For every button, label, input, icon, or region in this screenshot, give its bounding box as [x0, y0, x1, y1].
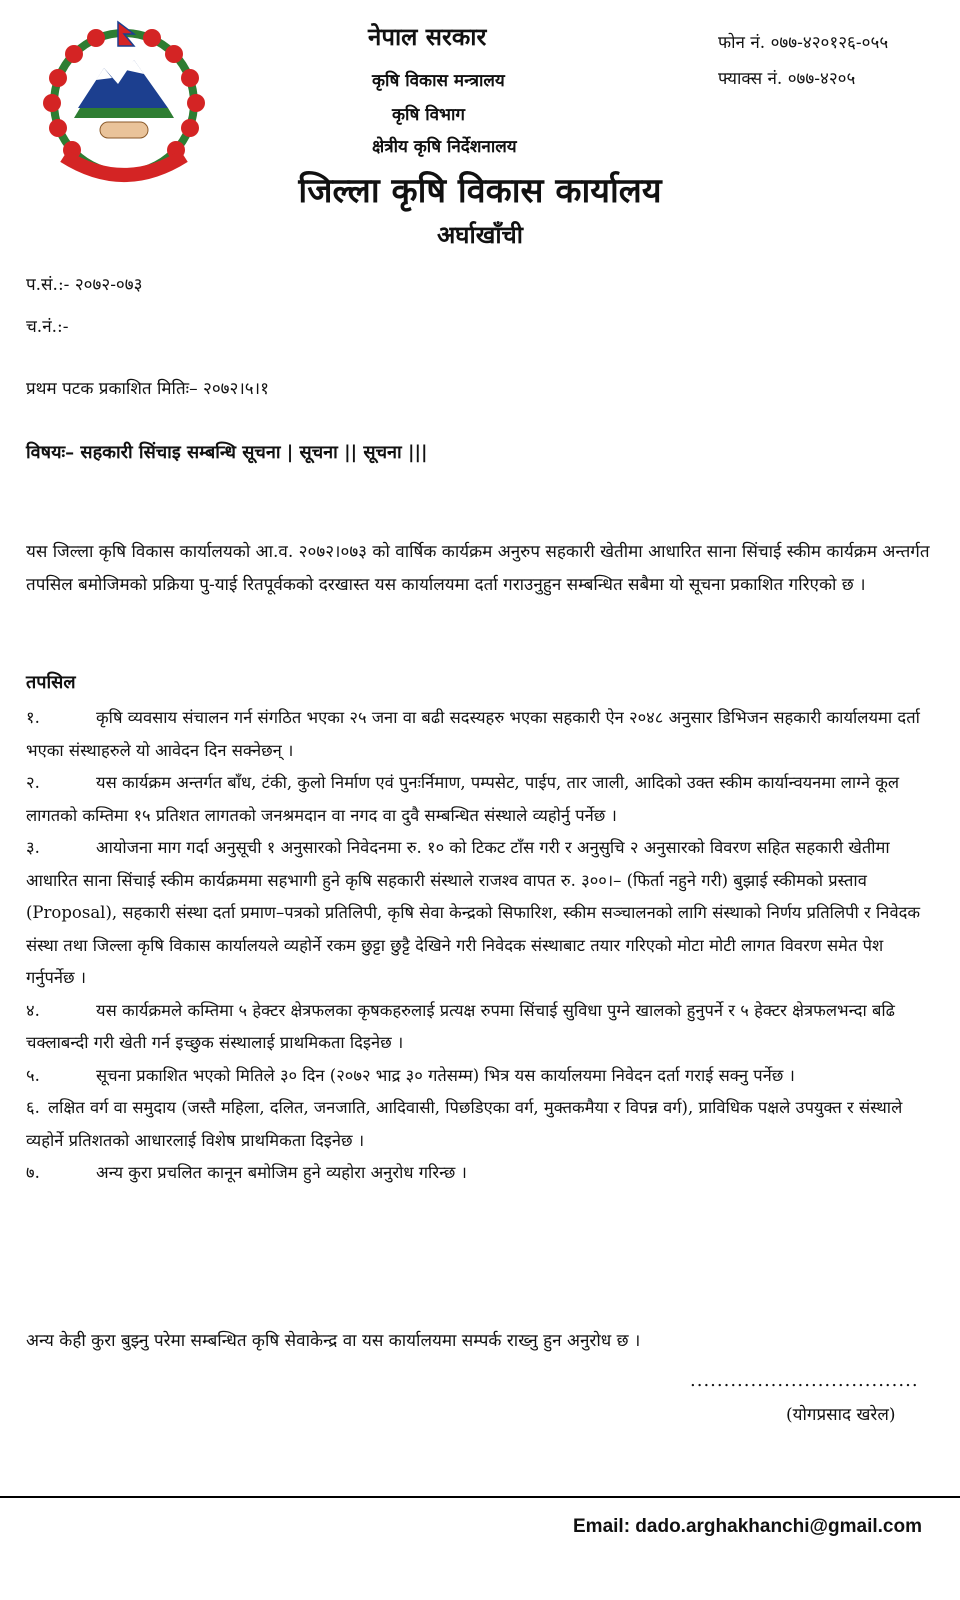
list-item — [26, 767, 932, 832]
nepal-flag-icon — [118, 22, 134, 46]
signature-line: .................................. — [690, 1370, 919, 1391]
regional-directorate-name: क्षेत्रीय कृषि निर्देशनालय — [372, 137, 517, 157]
published-date: प्रथम पटक प्रकाशित मितिः– २०७२।५।१ — [26, 379, 269, 399]
handshake-icon — [100, 122, 148, 138]
item-number: ४. — [26, 1000, 40, 1020]
signer-name: (योगप्रसाद खरेल) — [786, 1405, 896, 1425]
ministry-name: कृषि विकास मन्त्रालय — [372, 71, 505, 91]
item-text: आयोजना माग गर्दा अनुसूची १ अनुसारको निवेदनमा रु. १० को टिकट टाँस गरी र अनुसुचि २ अनुसारको विवरण सहित सहकारी खेतीमा आधारित साना सिंचाई स्कीम कार्यक्रममा सहभागी हुने कृषि सहकारी संस्थाले राजश्व वापत रु. ३००।– (फिर्ता नहुने गरी) बुझाई स्कीमको प्रस्ताव (Proposal), सहकारी संस्था दर्ता प्रमाण–पत्रको प्रतिलिपी, कृषि सेवा केन्द्रको सिफारिश, स्कीम सञ्चालनको लागि संस्थाको निर्णय प्रतिलिपी र निवेदक संस्था तथा जिल्ला कृषि विकास कार्यालयले व्यहोर्ने रकम छुट्टा छुट्टै देखिने गरी निवेदक संस्थाबाट तयार गरिएको मोटा मोटी लागत विवरण समेत पेश गर्नुपर्नेछ । — [26, 838, 921, 987]
footer-email: Email: dado.arghakhanchi@gmail.com — [573, 1516, 922, 1537]
district-name: अर्घाखाँची — [436, 221, 524, 249]
section-title: तपसिल — [26, 672, 76, 693]
item-text: यस कार्यक्रम अन्तर्गत बाँध, टंकी, कुलो निर्माण एवं पुनःर्निमाण, पम्पसेट, पाईप, तार जाली, आदिको उक्त स्कीम कार्यान्वयनमा लाग्ने कूल लागतको कम्तिमा १५ प्रतिशत लागतको जनश्रमदान वा नगद वा दुवै सम्बन्धित संस्थाले व्यहोर्नु पर्नेछ । — [26, 773, 900, 825]
government-name: नेपाल सरकार — [368, 23, 487, 51]
list-item — [26, 832, 932, 995]
fax-number: फ्याक्स नं. ०७७-४२०५ — [718, 69, 856, 89]
item-text: अन्य कुरा प्रचलित कानून बमोजिम हुने व्यहोरा अनुरोध गरिन्छ । — [96, 1163, 467, 1182]
item-text: सूचना प्रकाशित भएको मितिले ३० दिन (२०७२ भाद्र ३० गतेसम्म) भित्र यस कार्यालयमा निवेदन दर्ता गराई सक्नु पर्नेछ । — [96, 1065, 795, 1085]
reference-number: प.सं.:- २०७२-०७३ — [26, 275, 143, 295]
item-text: लक्षित वर्ग वा समुदाय (जस्तै महिला, दलित, जनजाति, आदिवासी, पिछडिएका वर्ग, मुक्तकमैया र विपन्न वर्ग), प्राविधिक पक्षले उपयुक्त र संस्थाले व्यहोर्ने प्रतिशतको आधारलाई विशेष प्राथमिकता दिइनेछ । — [26, 1098, 903, 1150]
list-item — [26, 995, 932, 1060]
phone-number: फोन नं. ०७७-४२०१२६-०५५ — [718, 33, 889, 53]
office-name: जिल्ला कृषि विकास कार्यालय — [298, 171, 662, 211]
subject-line: विषयः– सहकारी सिंचाइ सम्बन्धि सूचना | सूचना || सूचना ||| — [26, 442, 428, 463]
item-number: ३. — [26, 838, 40, 857]
nepal-emblem — [34, 18, 214, 188]
list-item — [26, 1092, 932, 1157]
item-number: ६. — [26, 1098, 40, 1117]
conditions-list — [26, 702, 932, 1190]
closing-paragraph: अन्य केही कुरा बुझ्नु परेमा सम्बन्धित कृषि सेवाकेन्द्र वा यस कार्यालयमा सम्पर्क राख्नु हुन अनुरोध छ । — [26, 1331, 641, 1351]
item-text: कृषि व्यवसाय संचालन गर्न संगठित भएका २५ जना वा बढी सदस्यहरु भएका सहकारी ऐन २०४८ अनुसार डिभिजन सहकारी कार्यालयमा दर्ता भएका संस्थाहरुले यो आवेदन दिन सक्नेछन् । — [26, 708, 920, 760]
list-item — [26, 1157, 932, 1190]
item-number: २. — [26, 773, 40, 792]
item-number: १. — [26, 708, 40, 727]
list-item — [26, 1060, 932, 1093]
dispatch-number: च.नं.:- — [26, 317, 69, 337]
item-number: ७. — [26, 1163, 40, 1182]
list-item — [26, 702, 932, 767]
item-number: ५. — [26, 1065, 40, 1085]
department-name: कृषि विभाग — [392, 105, 465, 125]
footer-divider — [0, 1496, 960, 1498]
mountain-icon — [74, 60, 174, 118]
intro-paragraph: यस जिल्ला कृषि विकास कार्यालयको आ.व. २०७२।०७३ को वार्षिक कार्यक्रम अनुरुप सहकारी खेतीमा आधारित साना सिंचाई स्कीम कार्यक्रम अन्तर्गत तपसिल बमोजिमको प्रक्रिया पु-याई रितपूर्वकको दरखास्त यस कार्यालयमा दर्ता गराउनुहुन सम्बन्धित सबैमा यो सूचना प्रकाशित गरिएको छ । — [26, 542, 930, 595]
item-text: यस कार्यक्रमले कम्तिमा ५ हेक्टर क्षेत्रफलका कृषकहरुलाई प्रत्यक्ष रुपमा सिंचाई सुविधा पुग्ने खालको हुनुपर्ने र ५ हेक्टर क्षेत्रफलभन्दा बढि चक्लाबन्दी गरी खेती गर्न इच्छुक संस्थालाई प्राथमिकता दिइनेछ । — [26, 1000, 895, 1052]
